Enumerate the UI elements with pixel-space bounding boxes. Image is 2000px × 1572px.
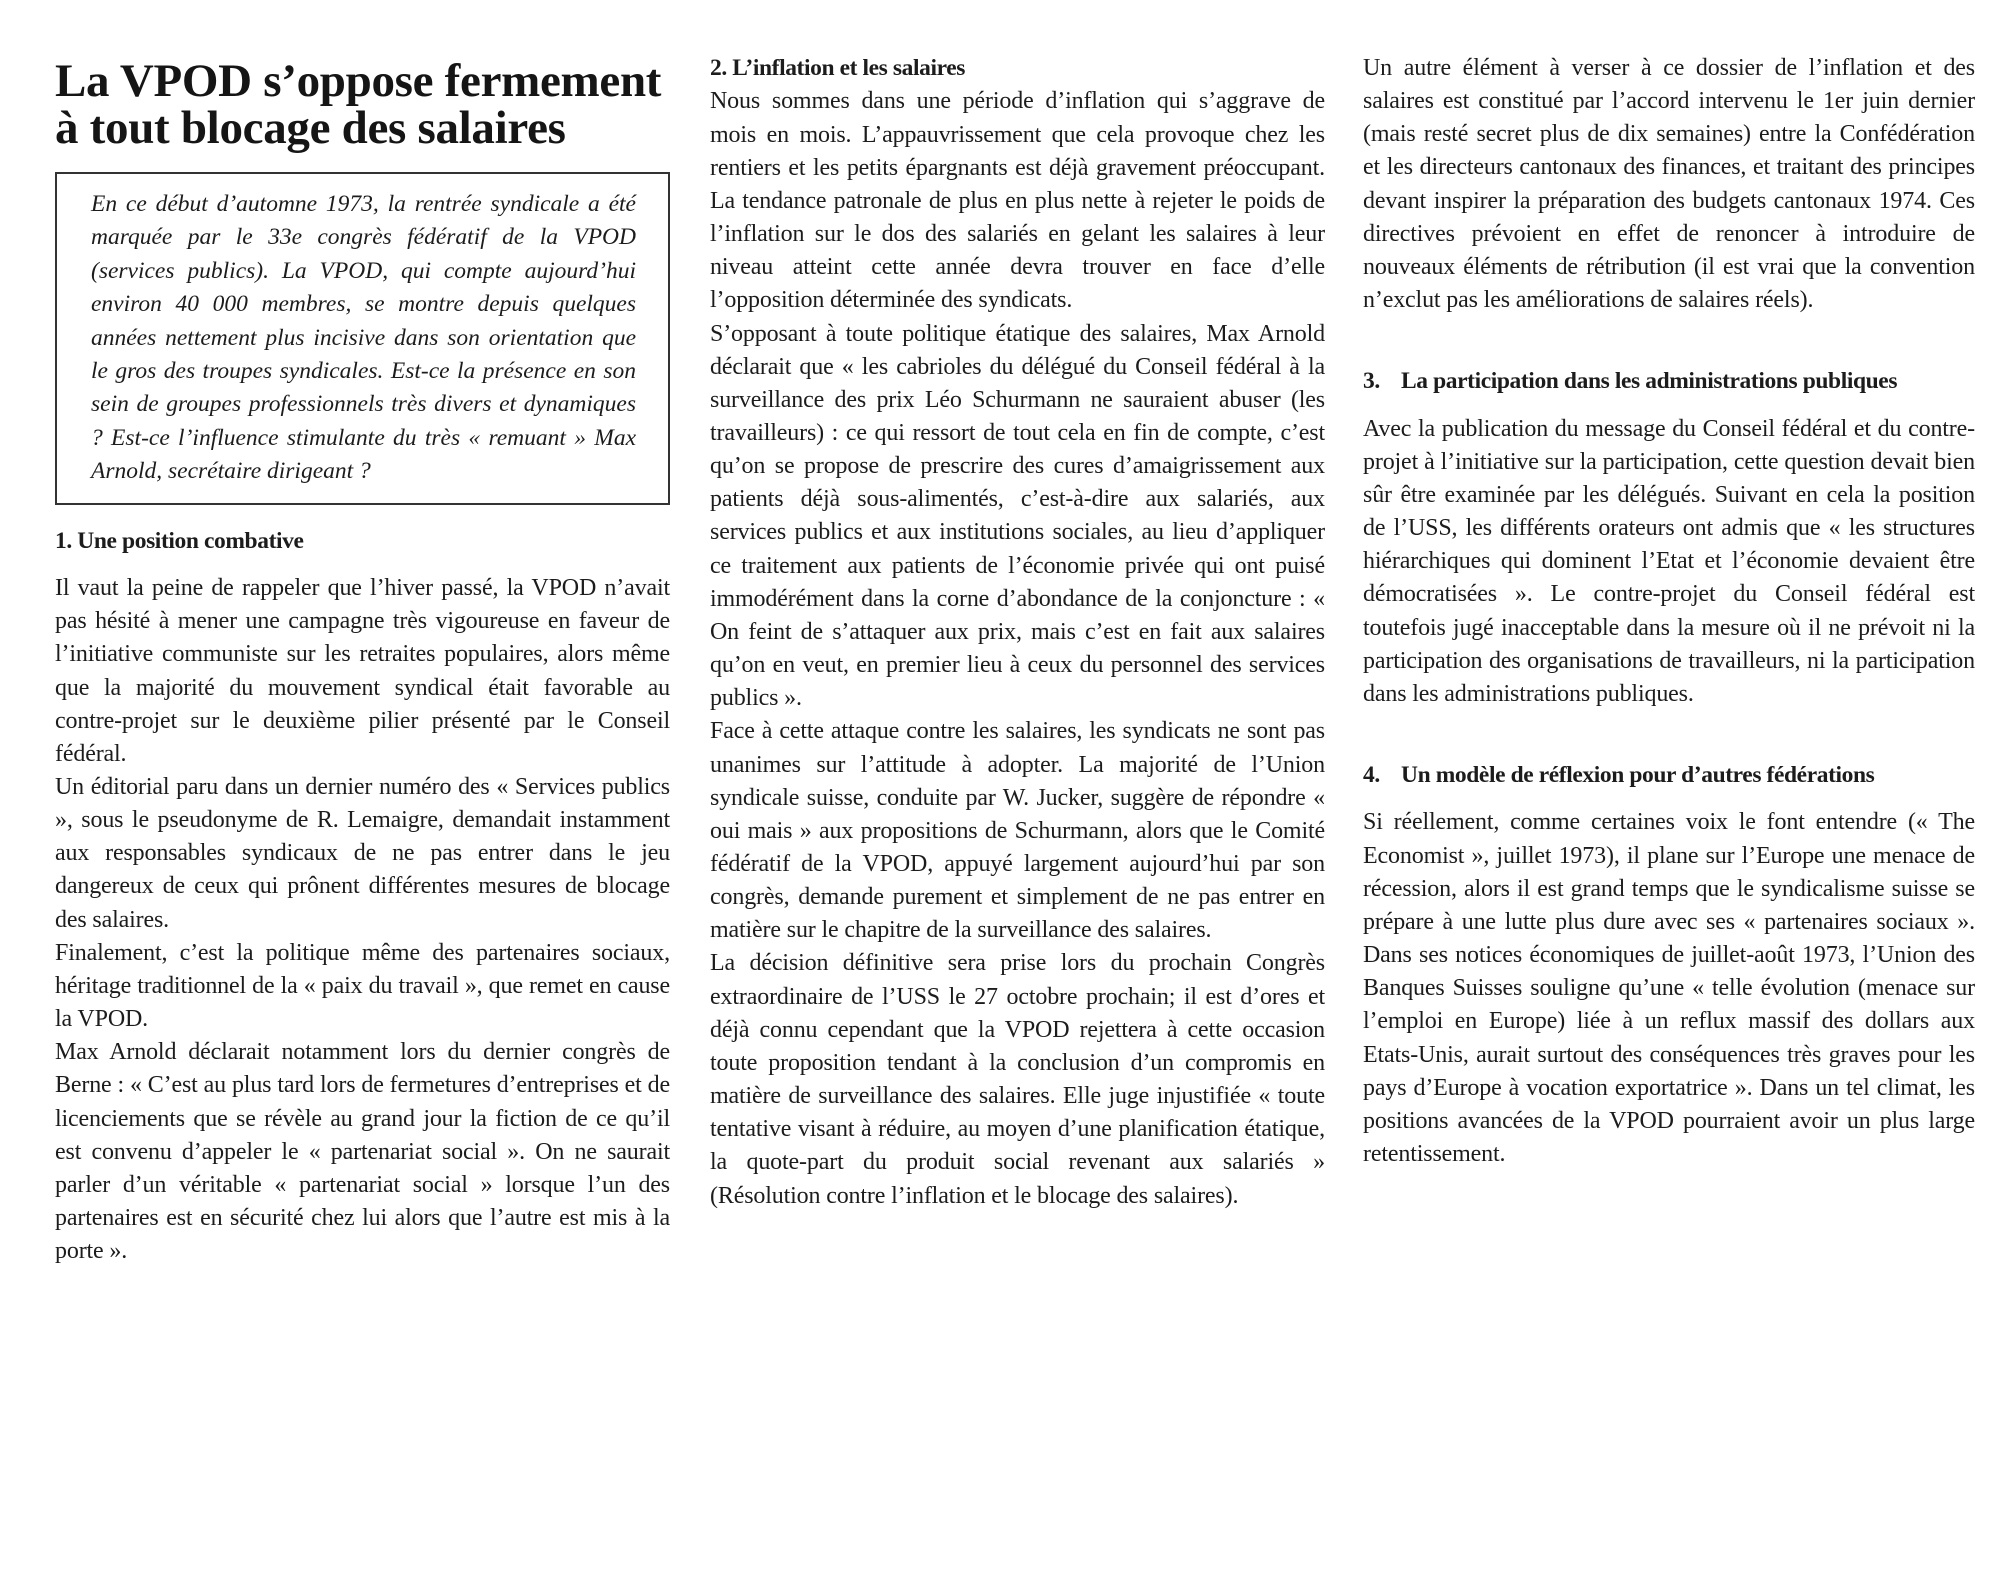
- section-2-heading: 2. L’inflation et les salaires: [710, 55, 965, 81]
- section-3-number: 3.: [1363, 368, 1380, 395]
- article-title: La VPOD s’oppose fermement à tout blocage des salaires: [55, 55, 662, 154]
- section-2-paragraph: Nous sommes dans une période d’inflation qui s’aggrave de mois en mois. L’appauvrissement que cela provoque chez les rentiers et les petits épargnants est déjà gravement préoccupant. La tendance patronale de plus en plus nette à rejeter le poids de l’inflation sur le dos des salariés en gelant les salaires à leur niveau atteint cette année devra trouver en face d’elle l’opposition déterminée des syndicats.: [710, 88, 1325, 314]
- section-1-paragraph: Il vaut la peine de rappeler que l’hiver passé, la VPOD n’avait pas hésité à mener une campagne très vigoureuse en faveur de l’initiative communiste sur les retraites populaires, alors même que la majorité du mouvement syndical était favorable au contre-projet sur le deuxième pilier présenté par le Conseil fédéral.: [55, 575, 670, 767]
- section-1-paragraph: Finalement, c’est la politique même des partenaires sociaux, héritage traditionnel de la « paix du travail », que remet en cause la VPOD.: [55, 939, 670, 1033]
- section-4-paragraph: Si réellement, comme certaines voix le font entendre (« The Economist », juillet 1973), il plane sur l’Europe une menace de récession, alors il est grand temps que le syndicalisme suisse se prépare à une lutte plus dure avec ses « partenaires sociaux ». Dans ses notices économiques de juillet-août 1973, l’Union des Banques Suisses souligne qu’une « telle évolution (menace sur l’emploi en Europe) liée à un reflux massif des dollars aux Etats-Unis, aurait surtout des conséquences très graves pour les pays d’Europe à vocation exportatrice ». Dans un tel climat, les positions avancées de la VPOD pourraient avoir un plus large retentissement.: [1363, 809, 1975, 1168]
- column-3-intro-paragraph: Un autre élément à verser à ce dossier de l’inflation et des salaires est constitué par l’accord intervenu le 1er juin dernier (mais resté secret plus de dix semaines) entre la Confédération et les directeurs cantonaux des finances, et traitant des principes devant inspirer la préparation des budgets cantonaux 1974. Ces directives prévoient en effet de renoncer à introduire de nouveaux éléments de rétribution (il est vrai que la convention n’exclut pas les améliorations de salaires réels).: [1363, 55, 1975, 314]
- column-2: [710, 52, 1325, 1213]
- column-1: [55, 52, 670, 1268]
- section-3-heading-text: La participation dans les administrations publiques: [1401, 368, 1898, 395]
- section-1-heading: 1. Une position combative: [55, 527, 304, 554]
- section-2-paragraph: S’opposant à toute politique étatique des salaires, Max Arnold déclarait que « les cabrioles du délégué du Conseil fédéral à la surveillance des prix Léo Schurmann ne sauraient abuser (les travailleurs) : ce qui ressort de tout cela en fin de compte, c’est qu’on se propose de prescrire des cures d’amaigrissement aux patients déjà sous-alimentés, c’est-à-dire aux salariés, aux services publics et aux institutions sociales, au lieu d’appliquer ce traitement aux patients de l’économie privée qui ont puisé immodérément dans la corne d’abondance de la conjoncture : « On feint de s’attaquer aux prix, mais c’est en fait aux salaires qu’on en veut, en premier lieu à ceux du personnel des services publics ».: [710, 320, 1325, 712]
- abstract-box: En ce début d’automne 1973, la rentrée syndicale a été marquée par le 33e congrès fédératif de la VPOD (services publics). La VPOD, qui compte aujourd’hui environ 40 000 membres, se montre depuis quelques années nettement plus incisive dans son orientation que le gros des troupes syndicales. Est-ce la présence en son sein de groupes professionnels très divers et dynamiques ? Est-ce l’influence stimulante du très « remuant » Max Arnold, secrétaire dirigeant ?: [55, 172, 670, 505]
- section-3-heading: [1363, 365, 1975, 398]
- section-1-paragraph: Max Arnold déclarait notamment lors du dernier congrès de Berne : « C’est au plus tard lors de fermetures d’entreprises et de licenciements que se révèle au grand jour la fiction de ce qu’il est convenu d’appeler le « partenariat social ». On ne saurait parler d’un véritable « partenariat social » lorsque l’un des partenaires est en sécurité chez lui alors que l’autre est mis à la porte ».: [55, 1039, 670, 1265]
- section-3-paragraph: Avec la publication du message du Conseil fédéral et du contre-projet à l’initiative sur la participation, cette question devait bien sûr être examinée par les délégués. Suivant en cela la position de l’USS, les différents orateurs ont admis que « les structures hiérarchiques qui dominent l’Etat et l’économie devaient être démocratisées ». Le contre-projet du Conseil fédéral est toutefois jugé inacceptable dans la mesure où il ne prévoit ni la participation des organisations de travailleurs, ni la participation dans les administrations publiques.: [1363, 415, 1975, 707]
- section-4-heading: [1363, 759, 1975, 792]
- section-1-paragraph: Un éditorial paru dans un dernier numéro des « Services publics », sous le pseudonyme de R. Lemaigre, demandait instamment aux responsables syndicaux de ne pas entrer dans le jeu dangereux de ceux qui prônent différentes mesures de blocage des salaires.: [55, 774, 670, 933]
- section-2-paragraph: Face à cette attaque contre les salaires, les syndicats ne sont pas unanimes sur l’attitude à adopter. La majorité de l’Union syndicale suisse, conduite par W. Jucker, suggère de répondre « oui mais » aux propositions de Schurmann, alors que le Comité fédératif de la VPOD, appuyé largement aujourd’hui par son congrès, demande purement et simplement de ne pas entrer en matière sur le chapitre de la surveillance des salaires.: [710, 718, 1325, 944]
- section-4-number: 4.: [1363, 762, 1380, 789]
- column-3: [1363, 52, 1975, 1171]
- section-4-heading-text: Un modèle de réflexion pour d’autres fédérations: [1401, 762, 1875, 789]
- section-2-paragraph: La décision définitive sera prise lors du prochain Congrès extraordinaire de l’USS le 27 octobre prochain; il est d’ores et déjà connu cependant que la VPOD rejettera à cette occasion toute proposition tendant à la conclusion d’un compromis en matière de surveillance des salaires. Elle juge injustifiée « toute tentative visant à réduire, au moyen d’une planification étatique, la quote-part du produit social revenant aux salariés » (Résolution contre l’inflation et le blocage des salaires).: [710, 950, 1325, 1209]
